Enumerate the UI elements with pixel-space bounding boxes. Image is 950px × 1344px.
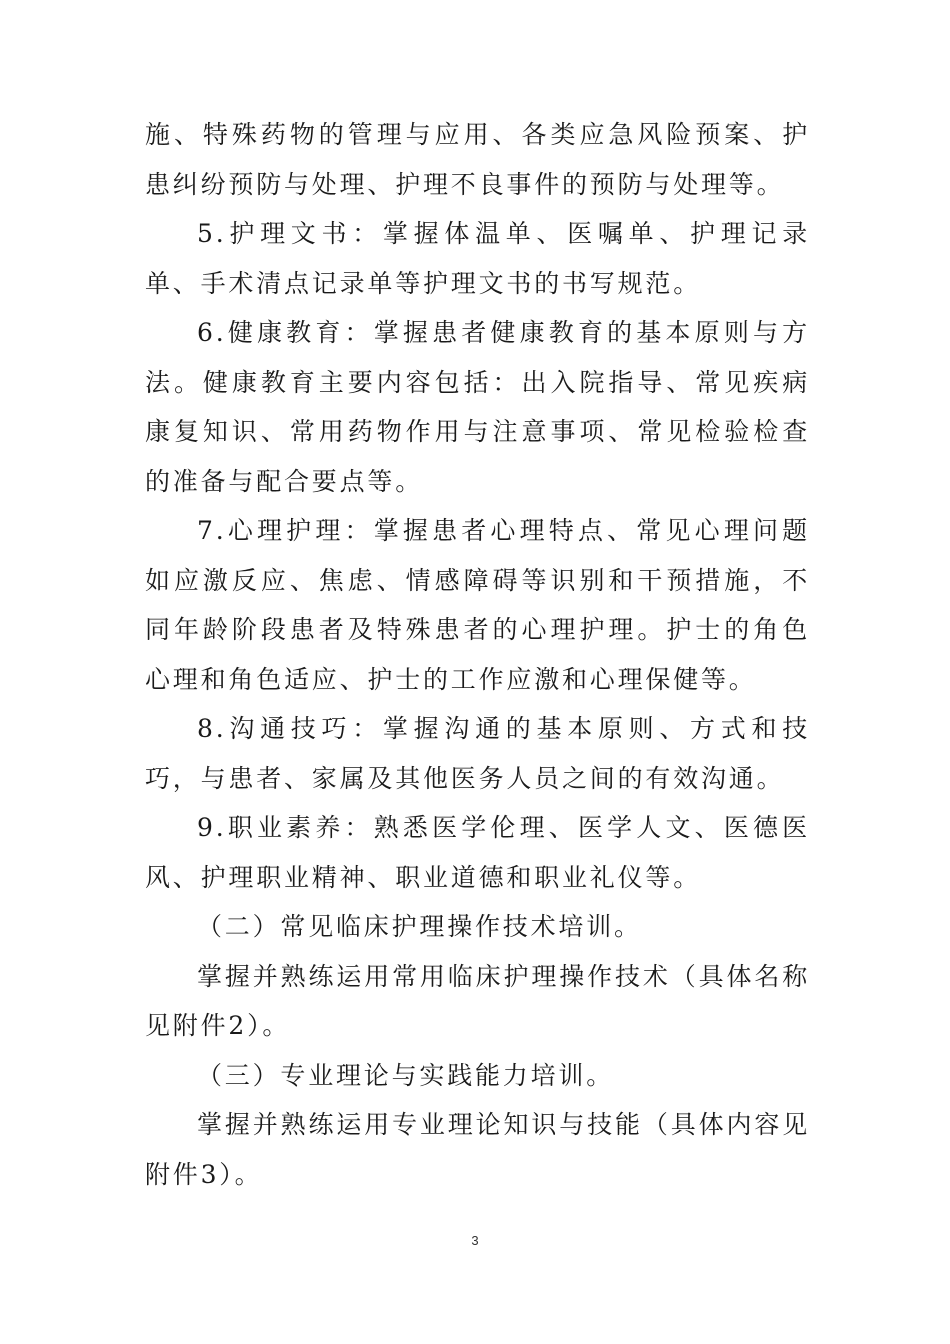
paragraph-theory-practice: 掌握并熟练运用专业理论知识与技能（具体内容见附件3）。 xyxy=(145,1110,810,1189)
paragraph-health-education: 6.健康教育：掌握患者健康教育的基本原则与方法。健康教育主要内容包括：出入院指导、常见疾病康复知识、常用药物作用与注意事项、常见检验检查的准备与配合要点等。 xyxy=(145,318,810,496)
section-heading-clinical-skills: （二）常见临床护理操作技术培训。 xyxy=(197,912,642,941)
paragraph-psychological-care: 7.心理护理：掌握患者心理特点、常见心理问题如应激反应、焦虑、情感障碍等识别和干预措施，不同年龄阶段患者及特殊患者的心理护理。护士的角色心理和角色适应、护士的工作应激和心理保健等。 xyxy=(145,516,810,694)
paragraph-communication-skills: 8.沟通技巧：掌握沟通的基本原则、方式和技巧，与患者、家属及其他医务人员之间的有效沟通。 xyxy=(145,714,810,793)
paragraph-clinical-skills: 掌握并熟练运用常用临床护理操作技术（具体名称见附件2）。 xyxy=(145,961,810,1040)
paragraph-continuation: 施、特殊药物的管理与应用、各类应急风险预案、护患纠纷预防与处理、护理不良事件的预防与处理等。 xyxy=(145,120,810,199)
paragraph-professional-literacy: 9.职业素养：熟悉医学伦理、医学人文、医德医风、护理职业精神、职业道德和职业礼仪等。 xyxy=(145,813,810,892)
document-body xyxy=(145,110,810,1199)
paragraph-nursing-documents: 5.护理文书：掌握体温单、医嘱单、护理记录单、手术清点记录单等护理文书的书写规范。 xyxy=(145,219,810,298)
section-heading-theory-practice: （三）专业理论与实践能力培训。 xyxy=(197,1060,615,1090)
page-number: 3 xyxy=(471,1233,479,1248)
